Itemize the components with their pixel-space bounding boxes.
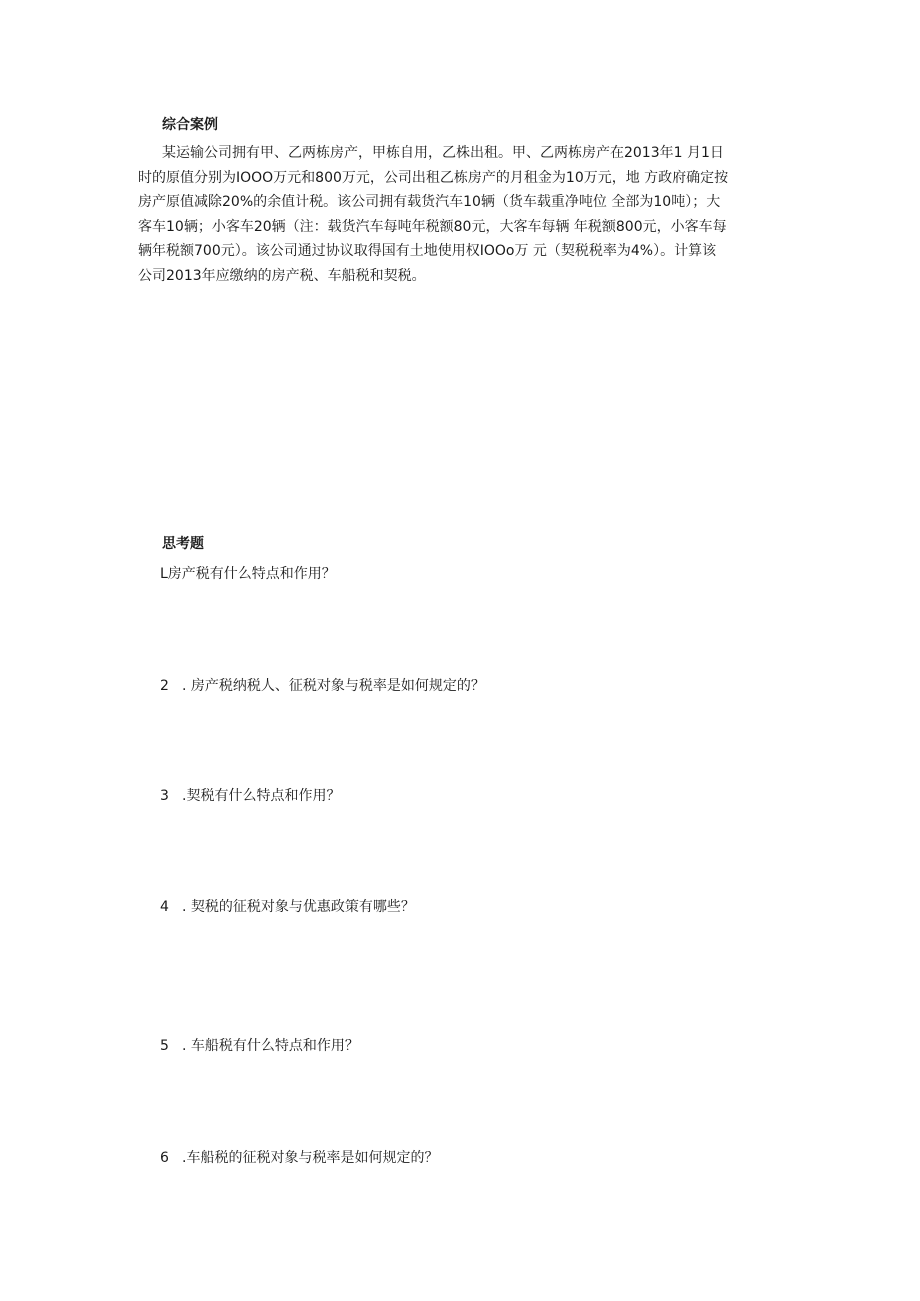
question-item	[160, 787, 340, 805]
question-item	[160, 565, 336, 583]
question-item	[160, 1149, 438, 1167]
question-text: . 房产税纳税人、征税对象与税率是如何规定的？	[182, 678, 485, 694]
question-number: 6	[160, 1150, 169, 1166]
question-text: .车船税的征税对象与税率是如何规定的？	[182, 1150, 439, 1166]
question-item	[160, 677, 485, 695]
question-number: 4	[160, 899, 169, 915]
case-line: 房产原值减除20%的余值计税。该公司拥有载货汽车10辆（货车载重净吨位 全部为10吨）；大	[138, 194, 721, 210]
question-text: . 车船税有什么特点和作用？	[182, 1038, 359, 1054]
case-line: 某运输公司拥有甲、乙两栋房产，甲栋自用，乙株出租。甲、乙两栋房产在2013年1 月1日	[162, 145, 724, 161]
question-text: L房产税有什么特点和作用？	[160, 566, 336, 582]
case-line: 辆年税额700元）。该公司通过协议取得国有土地使用权IOOo万 元（契税税率为4%）。计算该	[138, 243, 717, 259]
case-study-heading: 综合案例	[162, 117, 218, 133]
question-item	[160, 898, 415, 916]
case-line: 客车10辆；小客车20辆（注：载货汽车每吨年税额80元，大客车每辆 年税额800元，小客车每	[138, 218, 727, 235]
case-study-paragraph	[138, 141, 780, 288]
question-item	[160, 1037, 359, 1055]
question-text: .契税有什么特点和作用？	[182, 788, 341, 804]
question-number: 2	[160, 678, 169, 694]
case-line: 时的原值分别为IOOO万元和800万元，公司出租乙栋房产的月租金为10万元，地 方政府确定按	[138, 169, 729, 186]
question-text: . 契税的征税对象与优惠政策有哪些？	[182, 899, 415, 915]
case-line: 公司2013年应缴纳的房产税、车船税和契税。	[138, 267, 426, 284]
question-number: 3	[160, 788, 169, 804]
questions-heading: 思考题	[162, 536, 204, 552]
question-number: 5	[160, 1038, 169, 1054]
